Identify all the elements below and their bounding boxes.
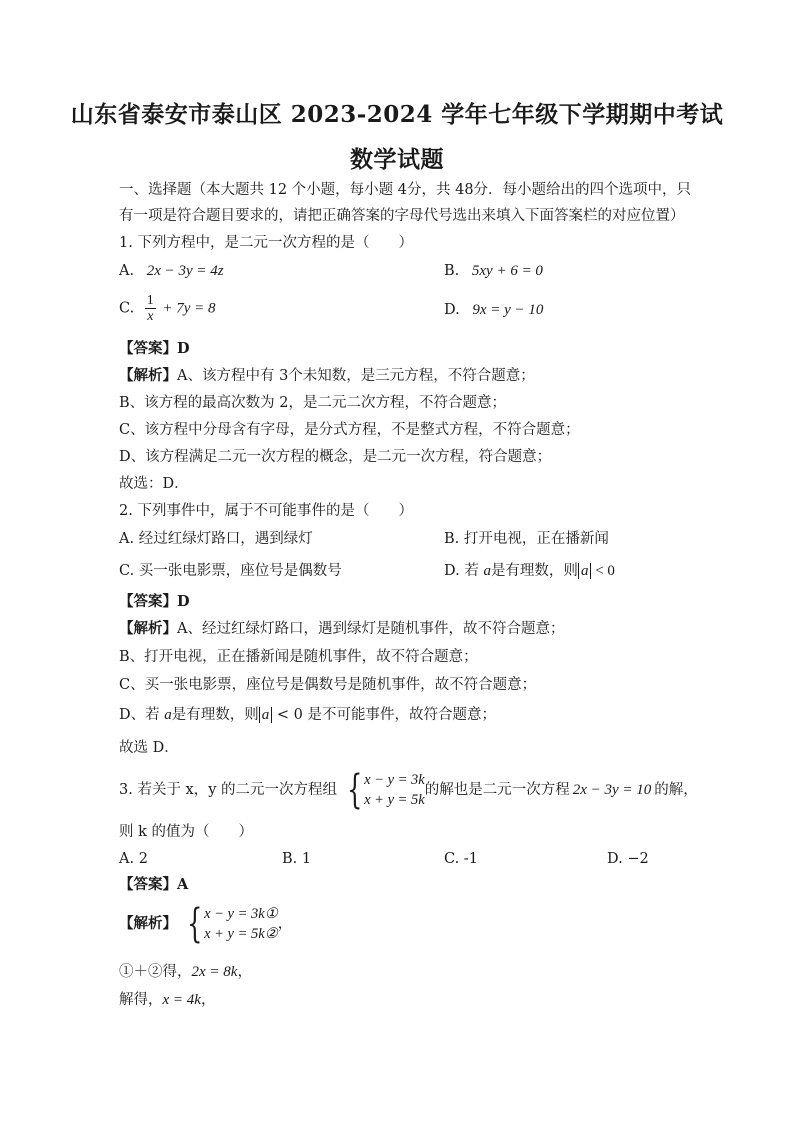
analysis-label: 【解析】 (119, 367, 177, 384)
q3-option-d: D. −2 (607, 851, 649, 867)
q1-option-c-expr: + 7y = 8 (162, 300, 216, 317)
q1-option-a-expr: 2x − 3y = 4z (146, 263, 224, 279)
q1-analysis-2: B、该方程的最高次数为 2，是二元二次方程，不符合题意； (119, 395, 506, 411)
q1-option-b (444, 261, 543, 281)
q3-analysis-equation-system (182, 901, 278, 947)
step-prefix: 解得， (119, 992, 163, 1008)
analysis-label: 【解析】 (119, 620, 177, 637)
analysis-text: A、该方程中有 3个未知数，是三元方程，不符合题意； (177, 368, 535, 384)
q2-option-b: B. 打开电视，正在播新闻 (444, 531, 609, 547)
q1-option-a (119, 261, 224, 281)
q3-analysis-system (119, 902, 292, 946)
step-equation: x = 4k (162, 992, 201, 1008)
analysis-label: 【解析】 (119, 915, 177, 932)
comma: ， (277, 916, 293, 932)
q2-analysis-1 (119, 619, 564, 639)
q1-option-b-label: B. (444, 263, 460, 279)
q2-analysis-4 (119, 705, 496, 725)
q2-option-d-post: < 0 (591, 563, 615, 579)
left-brace-icon: { (186, 901, 202, 947)
q1-option-d-expr: 9x = y − 10 (472, 302, 544, 318)
q1-analysis-4: D、该方程满足二元一次方程的概念，是二元一次方程，符合题意； (119, 449, 552, 465)
q1-option-c-fraction (145, 293, 156, 324)
q1-answer: 【答案】D (119, 340, 190, 357)
q3-step-1 (119, 962, 252, 982)
q3-stem-equation: 2x − 3y = 10 (572, 782, 652, 798)
q3-answer: 【答案】A (119, 876, 189, 893)
q1-option-b-expr: 5xy + 6 = 0 (471, 263, 543, 279)
q1-option-d-label: D. (444, 302, 460, 318)
analysis-var: a (164, 707, 172, 723)
step-equation: 2x = 8k (191, 964, 238, 980)
q2-option-d-var: a (483, 563, 491, 579)
left-brace-icon: { (346, 767, 363, 813)
q2-option-a: A. 经过红绿灯路口，遇到绿灯 (119, 531, 313, 547)
q3-option-a: A. 2 (119, 851, 148, 867)
q3-stem-mid: 的解也是二元一次方程 (424, 782, 570, 798)
q3-stem-post: 的解， (654, 782, 698, 798)
fraction-denominator: x (147, 309, 154, 324)
q2-option-d-prefix: D. 若 (444, 563, 484, 579)
system-row-2: x + y = 5k② (204, 926, 278, 942)
q1-analysis-1 (119, 366, 535, 386)
exam-title: 山东省泰安市泰山区 2023-2024 学年七年级下学期期中考试 (70, 101, 724, 128)
q1-analysis-3: C、该方程中分母含有字母，是分式方程，不是整式方程，不符合题意； (119, 422, 580, 438)
q1-stem: 1. 下列方程中，是二元一次方程的是（ ） (119, 235, 413, 251)
q2-analysis-3: C、买一张电影票，座位号是偶数号是随机事件，故不符合题意； (119, 677, 537, 693)
analysis-mid: 是有理数，则 (171, 707, 259, 723)
q1-option-c-label: C. (119, 300, 135, 317)
fraction-numerator: 1 (146, 293, 154, 308)
q2-conclusion: 故选 D． (119, 740, 179, 756)
q2-stem: 2. 下列事件中，属于不可能事件的是（ ） (119, 503, 413, 519)
q3-stem-prefix: 3. 若关于 x，y 的二元一次方程组 (119, 782, 338, 798)
q2-option-d (444, 561, 615, 581)
step-post: ， (237, 964, 252, 980)
section-intro-line1: 一、选择题（本大题共 12 个小题，每小题 4分，共 48分．每小题给出的四个选项中，只 (119, 182, 692, 198)
q3-stem (119, 768, 698, 812)
q3-option-c: C. -1 (444, 851, 478, 867)
analysis-text: A、经过红绿灯路口，遇到绿灯是随机事件，故不符合题意； (177, 621, 565, 637)
q2-option-c: C. 买一张电影票，座位号是偶数号 (119, 563, 342, 579)
step-prefix: ①＋②得， (119, 964, 192, 980)
section-intro-line2: 有一项是符合题目要求的，请把正确答案的字母代号选出来填入下面答案栏的对应位置） (119, 208, 685, 224)
q3-option-b: B. 1 (282, 851, 312, 867)
q1-option-c (119, 293, 216, 324)
system-row-1: x − y = 3k (364, 772, 425, 788)
exam-subtitle: 数学试题 (350, 146, 444, 173)
q1-conclusion: 故选：D． (119, 476, 189, 492)
q2-option-d-mid: 是有理数，则 (490, 563, 578, 579)
step-post: ， (200, 992, 216, 1008)
q3-stem-line2: 则 k 的值为（ ） (119, 824, 254, 840)
q1-option-a-label: A. (119, 263, 135, 279)
system-row-2: x + y = 5k (364, 792, 425, 808)
analysis-post: < 0 是不可能事件，故符合题意； (272, 707, 496, 723)
q3-step-2 (119, 990, 215, 1010)
q3-equation-system (342, 767, 425, 813)
analysis-abs: a (259, 707, 273, 723)
q2-answer: 【答案】D (119, 593, 190, 610)
q1-option-d (444, 300, 543, 320)
q2-analysis-2: B、打开电视，正在播新闻是随机事件，故不符合题意； (119, 649, 478, 665)
analysis-prefix: D、若 (119, 707, 165, 723)
system-row-1: x − y = 3k① (204, 906, 278, 922)
q2-option-d-abs: a (578, 563, 592, 579)
